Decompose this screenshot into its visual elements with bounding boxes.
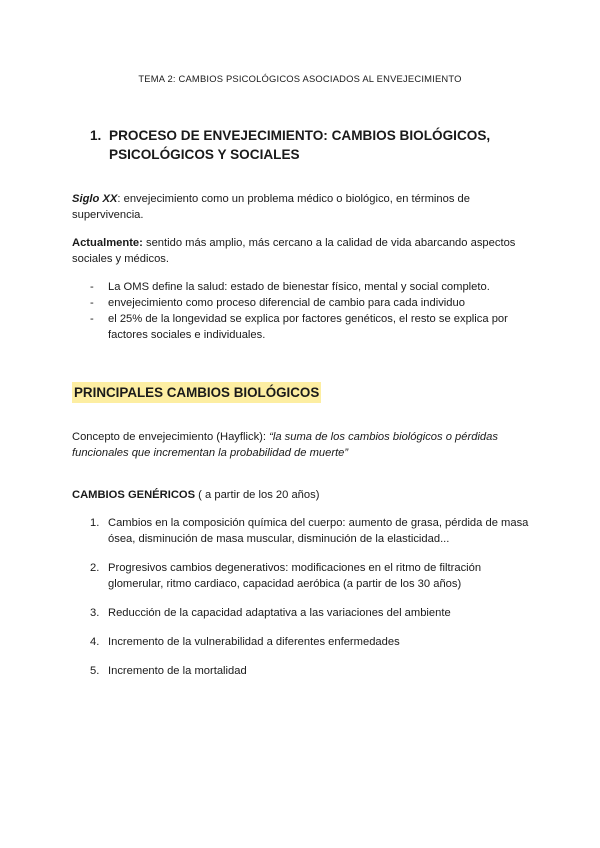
section-heading-2: PRINCIPALES CAMBIOS BIOLÓGICOS [72, 382, 321, 403]
item-number: 3. [90, 607, 100, 619]
section-number: 1. [90, 128, 102, 143]
concepto-lead: Concepto de envejecimiento (Hayflick): [72, 431, 270, 443]
actualmente-label: Actualmente: [72, 237, 143, 249]
paragraph-cambios-genericos [72, 487, 527, 503]
list-item [90, 515, 530, 547]
list-item-text: Cambios en la composición química del cuerpo: aumento de grasa, pérdida de masa ósea, disminución de masa muscular, disminución de la elasticidad... [108, 517, 529, 545]
list-item [90, 560, 530, 592]
list-item-text: Reducción de la capacidad adaptativa a las variaciones del ambiente [108, 607, 451, 619]
dash-marker: - [90, 281, 94, 293]
list-item-text: Incremento de la vulnerabilidad a diferentes enfermedades [108, 636, 400, 648]
list-item-text: Progresivos cambios degenerativos: modificaciones en el ritmo de filtración glomerular, ritmo cardiaco, capacidad aeróbica (a partir de los 30 años) [108, 562, 482, 590]
dash-marker: - [90, 297, 94, 309]
section-title: PROCESO DE ENVEJECIMIENTO: CAMBIOS BIOLÓGICOS, PSICOLÓGICOS Y SOCIALES [109, 128, 491, 162]
list-item [90, 311, 520, 343]
paragraph-concepto [72, 429, 527, 461]
list-item [90, 663, 530, 679]
siglo-text: : envejecimiento como un problema médico o biológico, en términos de supervivencia. [72, 193, 470, 221]
list-item-text: Incremento de la mortalidad [108, 665, 247, 677]
section-heading-1 [90, 126, 510, 164]
dash-marker: - [90, 313, 94, 325]
numbered-list [90, 515, 530, 692]
dash-list [90, 279, 520, 343]
paragraph-siglo [72, 191, 527, 223]
list-item-text: el 25% de la longevidad se explica por factores genéticos, el resto se explica por factores sociales e individuales. [108, 313, 508, 341]
list-item [90, 279, 520, 295]
list-item-text: La OMS define la salud: estado de bienestar físico, mental y social completo. [108, 281, 490, 293]
concepto-quote: “la suma de los cambios biológicos o pérdidas funcionales que incrementan la probabilidad de muerte” [72, 431, 498, 459]
page-header: TEMA 2: CAMBIOS PSICOLÓGICOS ASOCIADOS AL ENVEJECIMIENTO [138, 73, 462, 84]
list-item [90, 295, 520, 311]
cambios-genericos-label: CAMBIOS GENÉRICOS [72, 489, 196, 501]
list-item [90, 634, 530, 650]
paragraph-actualmente [72, 235, 527, 267]
list-item-text: envejecimiento como proceso diferencial de cambio para cada individuo [108, 297, 465, 309]
item-number: 4. [90, 636, 100, 648]
list-item [90, 605, 530, 621]
item-number: 5. [90, 665, 100, 677]
item-number: 1. [90, 517, 100, 529]
cambios-genericos-suffix: ( a partir de los 20 años) [195, 489, 320, 501]
siglo-label: Siglo XX [72, 193, 118, 205]
actualmente-text: sentido más amplio, más cercano a la calidad de vida abarcando aspectos sociales y médicos. [72, 237, 516, 265]
item-number: 2. [90, 562, 100, 574]
